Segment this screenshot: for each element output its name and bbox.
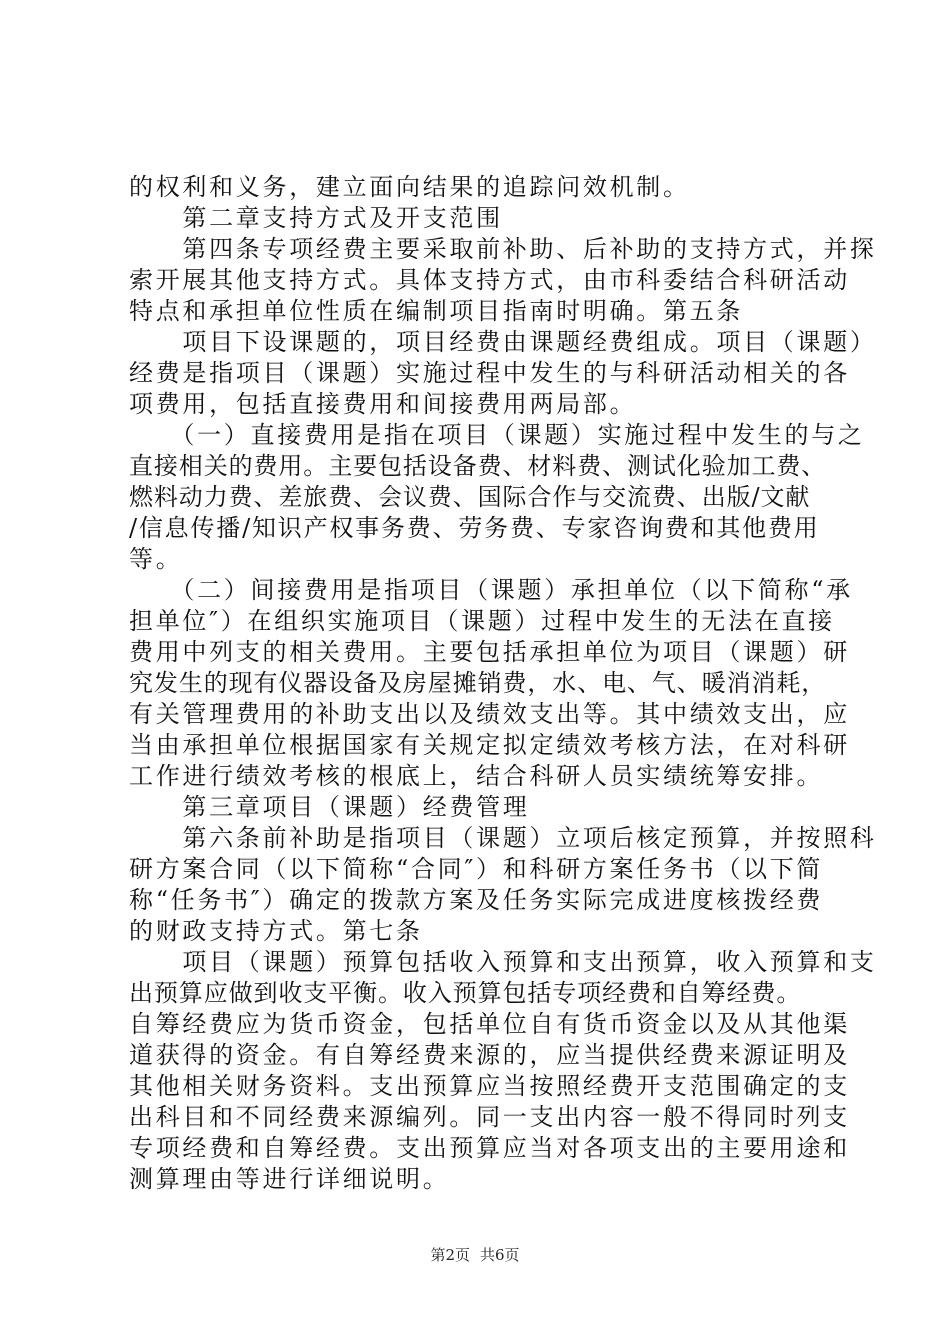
text-line: 费用中列支的相关费用。主要包括承担单位为项目（课题）研 (129, 638, 850, 666)
text-line: 索开展其他支持方式。具体支持方式，由市科委结合科研活动 (129, 266, 850, 294)
text-line: 的财政支持方式。第七条 (129, 917, 423, 945)
text-line: 经费是指项目（课题）实施过程中发生的与科研活动相关的各 (129, 359, 850, 387)
text-line: 其他相关财务资料。支出预算应当按照经费开支范围确定的支 (129, 1072, 850, 1100)
text-line: 道获得的资金。有自筹经费来源的，应当提供经费来源证明及 (129, 1041, 850, 1069)
text-line: /信息传播/知识产权事务费、劳务费、专家咨询费和其他费用 (129, 514, 820, 542)
page-total: 共6页 (480, 1246, 520, 1264)
text-line: 的权利和义务，建立面向结果的追踪问效机制。 (129, 173, 690, 201)
text-line: 特点和承担单位性质在编制项目指南时明确。第五条 (129, 297, 744, 325)
page-number: 第2页 (430, 1246, 470, 1264)
text-line: 出科目和不同经费来源编列。同一支出内容一般不得同时列支 (129, 1103, 850, 1131)
text-line: 自筹经费应为货币资金，包括单位自有货币资金以及从其他渠 (129, 1010, 850, 1038)
text-line: 工作进行绩效考核的根底上，结合科研人员实绩统筹安排。 (129, 762, 824, 790)
text-line: 燃料动力费、差旅费、会议费、国际合作与交流费、出版/文献 (129, 483, 811, 511)
text-line: 项目下设课题的，项目经费由课题经费组成。项目（课题） (129, 328, 877, 356)
text-line: 等。 (129, 545, 183, 573)
text-line: 当由承担单位根据国家有关规定拟定绩效考核方法，在对科研 (129, 731, 850, 759)
document-body (129, 172, 877, 1195)
chapter-heading: 第二章支持方式及开支范围 (129, 204, 503, 232)
text-line: 有关管理费用的补助支出以及绩效支出等。其中绩效支出，应 (129, 700, 850, 728)
text-line: （二）间接费用是指项目（课题）承担单位（以下简称“承 (129, 576, 853, 604)
text-line: 项费用，包括直接费用和间接费用两局部。 (129, 390, 637, 418)
text-line: 专项经费和自筹经费。支出预算应当对各项支出的主要用途和 (129, 1134, 850, 1162)
text-line: 测算理由等进行详细说明。 (129, 1165, 450, 1193)
text-line: 直接相关的费用。主要包括设备费、材料费、测试化验加工费、 (129, 452, 827, 480)
text-line: 称“任务书″）确定的拨款方案及任务实际完成进度核拨经费 (129, 886, 824, 914)
text-line: 研方案合同（以下简称“合同″）和科研方案任务书（以下简 (129, 855, 824, 883)
text-line: （一）直接费用是指在项目（课题）实施过程中发生的与之 (129, 421, 865, 449)
text-line: 第四条专项经费主要采取前补助、后补助的支持方式，并探 (129, 235, 877, 263)
text-line: 出预算应做到收支平衡。收入预算包括专项经费和自筹经费。 (129, 979, 802, 1007)
text-line: 第六条前补助是指项目（课题）立项后核定预算，并按照科 (129, 824, 877, 852)
page-footer (0, 1245, 950, 1265)
text-line: 究发生的现有仪器设备及房屋摊销费，水、电、气、暖消消耗， (129, 669, 827, 697)
text-line: 项目（课题）预算包括收入预算和支出预算，收入预算和支 (129, 948, 877, 976)
chapter-heading: 第三章项目（课题）经费管理 (129, 793, 530, 821)
text-line: 担单位″）在组织实施项目（课题）过程中发生的无法在直接 (129, 607, 835, 635)
